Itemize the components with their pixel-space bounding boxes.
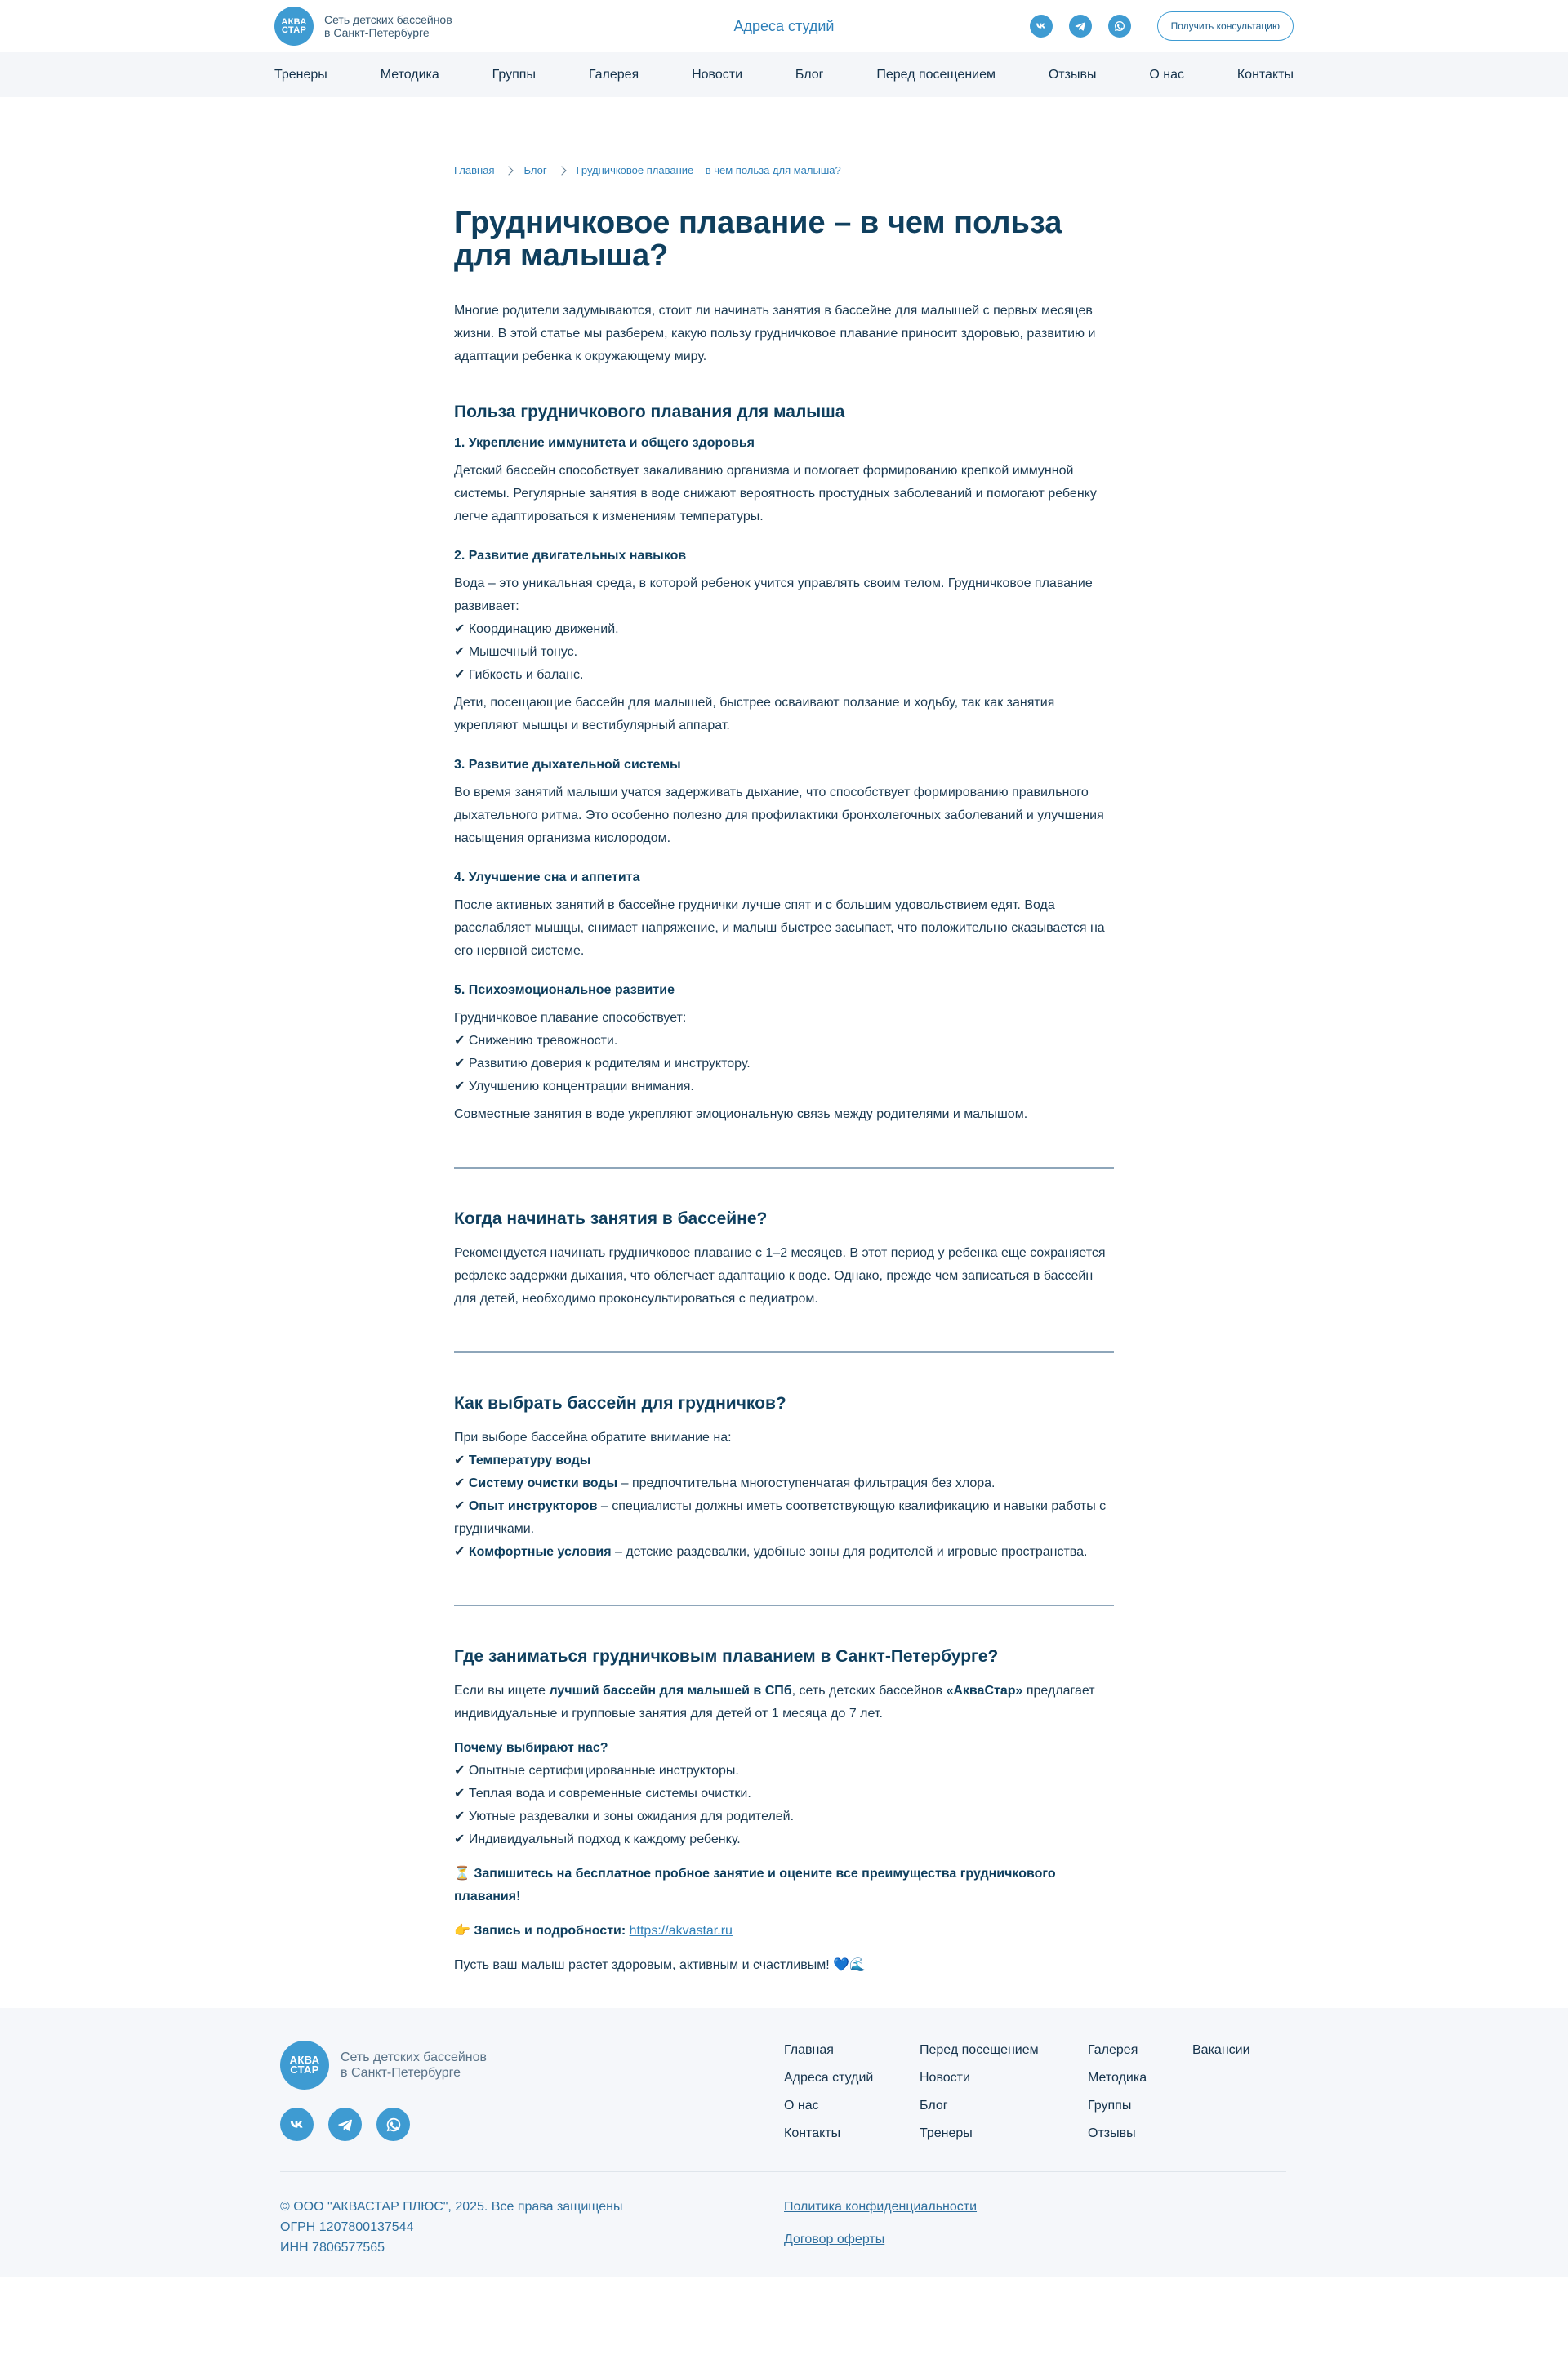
nav-item-gallery[interactable]: Галерея — [588, 67, 639, 82]
list-item: ✔ Улучшению концентрации внимания. — [454, 1080, 694, 1093]
list-item: ✔ Уютные раздевалки и зоны ожидания для родителей. — [454, 1810, 795, 1823]
list-item: ✔ Индивидуальный подход к каждому ребенку. — [454, 1832, 741, 1846]
where-text-3: предлагает индивидуальные и групповые занятия для детей от 1 месяца до 7 лет. — [454, 1684, 1095, 1721]
benefit-4-title: 4. Улучшение сна и аппетита — [454, 870, 640, 884]
list-item — [454, 1472, 1114, 1495]
breadcrumb-current: Грудничковое плавание – в чем польза для малыша? — [576, 164, 841, 176]
tagline-line-1: Сеть детских бассейнов — [324, 13, 452, 26]
cta-bold: ⏳ Запишитесь на бесплатное пробное занятие и оцените все преимущества грудничкового плавания! — [454, 1867, 1056, 1903]
logo — [274, 7, 314, 46]
footer-link-news[interactable]: Новости — [920, 2071, 970, 2085]
footer-link-blog[interactable]: Блог — [920, 2099, 948, 2113]
closing-text: Пусть ваш малыш растет здоровым, активным и счастливым! 💙🌊 — [454, 1958, 866, 1972]
choose-heading: Как выбрать бассейн для грудничков? — [454, 1394, 786, 1413]
benefit-2-text — [454, 572, 1114, 687]
benefit-5-intro: Грудничковое плавание способствует: — [454, 1011, 687, 1025]
check-mark: ✔ — [454, 1454, 469, 1467]
footer-link-groups[interactable]: Группы — [1088, 2099, 1132, 2113]
footer-divider — [280, 2171, 1286, 2172]
footer-link-trainers[interactable]: Тренеры — [920, 2126, 973, 2140]
breadcrumb-home[interactable]: Главная — [454, 164, 495, 176]
check-mark: ✔ — [454, 1476, 469, 1490]
list-item: ✔ Развитию доверия к родителям и инструктору. — [454, 1057, 751, 1071]
choose-list — [454, 1427, 1114, 1564]
site-header — [0, 0, 1568, 97]
benefit-4 — [454, 866, 1114, 963]
footer-link-home[interactable]: Главная — [784, 2043, 834, 2057]
list-item — [454, 1541, 1114, 1564]
footer-tagline-1: Сеть детских бассейнов — [341, 2050, 488, 2064]
footer-col-3 — [1088, 2041, 1192, 2143]
where-text-1: Если вы ищете — [454, 1684, 550, 1698]
list-item-bold: Комфортные условия — [468, 1545, 612, 1559]
where-text-2: , сеть детских бассейнов — [791, 1684, 947, 1698]
where-text — [454, 1680, 1114, 1725]
choose-intro: При выборе бассейна обратите внимание на: — [454, 1431, 732, 1445]
footer-link-gallery[interactable]: Галерея — [1088, 2043, 1138, 2057]
footer-link-method[interactable]: Методика — [1088, 2071, 1147, 2085]
topbar — [0, 0, 1568, 52]
when-section — [454, 1208, 1114, 1311]
chevron-right-icon — [505, 166, 514, 175]
benefit-5-after: Совместные занятия в воде укрепляют эмоциональную связь между родителями и малышом. — [454, 1107, 1028, 1121]
tagline-line-2: в Санкт-Петербурге — [324, 26, 430, 39]
vk-icon[interactable] — [280, 2108, 314, 2141]
breadcrumb — [454, 163, 1114, 179]
nav-item-trainers[interactable]: Тренеры — [274, 67, 327, 82]
benefit-3 — [454, 754, 1114, 850]
why-heading: Почему выбирают нас? — [454, 1741, 608, 1755]
logo-line-2: СТАР — [281, 25, 307, 35]
benefit-3-title: 3. Развитие дыхательной системы — [454, 758, 681, 772]
copyright: © ООО "АКВАСТАР ПЛЮС", 2025. Все права защищены — [280, 2200, 623, 2214]
section-divider — [454, 1167, 1114, 1169]
why-block — [454, 1737, 1114, 1851]
benefit-5-title: 5. Психоэмоциональное развитие — [454, 983, 675, 997]
footer-link-reviews[interactable]: Отзывы — [1088, 2126, 1136, 2140]
footer-logo-link[interactable] — [280, 2041, 487, 2090]
breadcrumb-blog[interactable]: Блог — [523, 164, 547, 176]
check-mark: ✔ — [454, 1499, 469, 1513]
benefit-4-text: После активных занятий в бассейне груднички лучше спят и с большим удовольствием едят. Вода расслабляет мышцы, снимает напряжение, и малыш быстрее засыпает, что положительно сказывается на его нервной системе. — [454, 898, 1105, 958]
logo-line-2: СТАР — [290, 2064, 319, 2076]
page-title: Грудничковое плавание – в чем польза для малыша? — [454, 206, 1062, 273]
benefit-2-intro: Вода – это уникальная среда, в которой ребенок учится управлять своим телом. Грудничковое плавание развивает: — [454, 577, 1093, 613]
list-item-text: – детские раздевалки, удобные зоны для родителей и игровые пространства. — [611, 1545, 1088, 1559]
section-divider — [454, 1351, 1114, 1353]
header-actions — [1030, 11, 1294, 41]
list-item-text: – предпочтительна многоступенчатая фильтрация без хлора. — [617, 1476, 996, 1490]
list-item: ✔ Теплая вода и современные системы очистки. — [454, 1787, 751, 1801]
where-section — [454, 1645, 1114, 1977]
telegram-icon[interactable] — [1069, 15, 1092, 38]
chevron-right-icon — [557, 166, 566, 175]
footer-tagline — [341, 2050, 487, 2081]
whatsapp-icon[interactable] — [1108, 15, 1131, 38]
list-item — [454, 1495, 1114, 1541]
list-item: ✔ Гибкость и баланс. — [454, 668, 584, 682]
footer-col-2 — [920, 2041, 1088, 2143]
choose-section — [454, 1392, 1114, 1564]
nav-item-reviews[interactable]: Отзывы — [1048, 67, 1097, 82]
list-item-bold: Систему очистки воды — [468, 1476, 618, 1490]
footer-tagline-2: в Санкт-Петербурге — [341, 2066, 461, 2080]
check-mark: ✔ — [454, 1545, 469, 1559]
benefit-2 — [454, 545, 1114, 737]
privacy-policy-link[interactable]: Политика конфиденциальности — [784, 2200, 978, 2214]
list-item: ✔ Координацию движений. — [454, 622, 619, 636]
logo-link[interactable] — [274, 7, 452, 46]
nav-item-news[interactable]: Новости — [692, 67, 743, 82]
site-link[interactable]: https://akvastar.ru — [629, 1924, 733, 1938]
benefit-2-after: Дети, посещающие бассейн для малышей, быстрее осваивают ползание и ходьбу, так как занятия укрепляют мышцы и вестибулярный аппарат. — [454, 696, 1055, 732]
list-item-text: – специалисты должны иметь соответствующую квалификацию и навыки работы с грудничками. — [454, 1499, 1107, 1536]
footer-link-vacancies[interactable]: Вакансии — [1192, 2043, 1250, 2057]
benefit-1 — [454, 432, 1114, 528]
section-divider — [454, 1605, 1114, 1606]
addresses-wrap — [0, 18, 1568, 35]
benefit-2-title: 2. Развитие двигательных навыков — [454, 549, 687, 563]
benefit-5 — [454, 979, 1114, 1126]
whatsapp-icon[interactable] — [376, 2108, 410, 2141]
when-heading: Когда начинать занятия в бассейне? — [454, 1209, 768, 1228]
footer-legal — [280, 2197, 623, 2258]
where-bold-2: «АкваСтар» — [946, 1684, 1023, 1698]
logo-line-1: АКВА — [289, 2054, 320, 2066]
footer-link-before-visit[interactable]: Перед посещением — [920, 2043, 1039, 2057]
footer-docs — [784, 2197, 977, 2250]
cta-text — [454, 1863, 1114, 1908]
list-item: ✔ Опытные сертифицированные инструкторы. — [454, 1764, 739, 1778]
list-item: ✔ Снижению тревожности. — [454, 1034, 618, 1048]
nav-item-before-visit[interactable]: Перед посещением — [876, 67, 996, 82]
contact-label: 👉 Запись и подробности: — [454, 1924, 630, 1938]
vk-icon[interactable] — [1030, 15, 1053, 38]
nav-item-groups[interactable]: Группы — [492, 67, 536, 82]
nav-item-contacts[interactable]: Контакты — [1236, 67, 1294, 82]
consultation-button[interactable]: Получить консультацию — [1157, 11, 1294, 41]
telegram-icon[interactable] — [328, 2108, 362, 2141]
main-nav — [0, 52, 1568, 97]
list-item: ✔ Мышечный тонус. — [454, 645, 578, 659]
site-footer — [0, 2008, 1568, 2277]
contact-line — [454, 1920, 1114, 1943]
nav-item-method[interactable]: Методика — [380, 67, 439, 82]
inn: ИНН 7806577565 — [280, 2241, 385, 2255]
list-item-bold: Опыт инструкторов — [468, 1499, 598, 1513]
addresses-link[interactable]: Адреса студий — [733, 17, 835, 34]
logo-tagline — [324, 13, 452, 39]
logo-line-1: АКВА — [281, 17, 307, 27]
footer-nav — [784, 2041, 1250, 2143]
benefits-section — [454, 401, 1114, 1126]
footer-socials — [280, 2108, 410, 2141]
benefit-1-text: Детский бассейн способствует закаливанию организма и помогает формированию крепкой иммунной системы. Регулярные занятия в воде снижают вероятность простудных заболеваний и помогают ребенку легче адаптироваться к изменениям температуры. — [454, 464, 1097, 523]
benefit-5-text — [454, 1007, 1114, 1098]
benefits-heading: Польза грудничкового плавания для малыша — [454, 403, 845, 421]
footer-col-1 — [784, 2041, 920, 2143]
footer-link-contacts[interactable]: Контакты — [784, 2126, 841, 2140]
footer-logo — [280, 2041, 329, 2090]
footer-col-4 — [1192, 2041, 1250, 2143]
offer-agreement-link[interactable]: Договор оферты — [784, 2233, 885, 2246]
nav-item-about[interactable]: О нас — [1149, 67, 1184, 82]
article-lead: Многие родители задумываются, стоит ли начинать занятия в бассейне для малышей с первых месяцев жизни. В этой статье мы разберем, какую пользу грудничковое плавание приносит здоровью, развитию и адаптации ребенка к окружающему миру. — [454, 304, 1096, 363]
article — [454, 97, 1114, 2008]
where-heading: Где заниматься грудничковым плаванием в Санкт-Петербурге? — [454, 1647, 999, 1666]
footer-link-about[interactable]: О нас — [784, 2099, 819, 2113]
when-text: Рекомендуется начинать грудничковое плавание с 1–2 месяцев. В этот период у ребенка еще сохраняется рефлекс задержки дыхания, что облегчает адаптацию к воде. Однако, прежде чем записаться в бассейн для детей, необходимо проконсультироваться с педиатром. — [454, 1246, 1106, 1306]
list-item-bold: Температуру воды — [468, 1454, 591, 1467]
ogrn: ОГРН 1207800137544 — [280, 2220, 414, 2234]
list-item — [454, 1449, 1114, 1472]
where-bold-1: лучший бассейн для малышей в СПб — [549, 1684, 792, 1698]
nav-item-blog[interactable]: Блог — [795, 67, 824, 82]
footer-link-addresses[interactable]: Адреса студий — [784, 2071, 874, 2085]
benefit-1-title: 1. Укрепление иммунитета и общего здоровья — [454, 436, 755, 450]
benefit-3-text: Во время занятий малыши учатся задерживать дыхание, что способствует формированию правильного дыхательного ритма. Это особенно полезно для профилактики бронхолегочных заболеваний и улучшения насыщения организма кислородом. — [454, 786, 1104, 845]
